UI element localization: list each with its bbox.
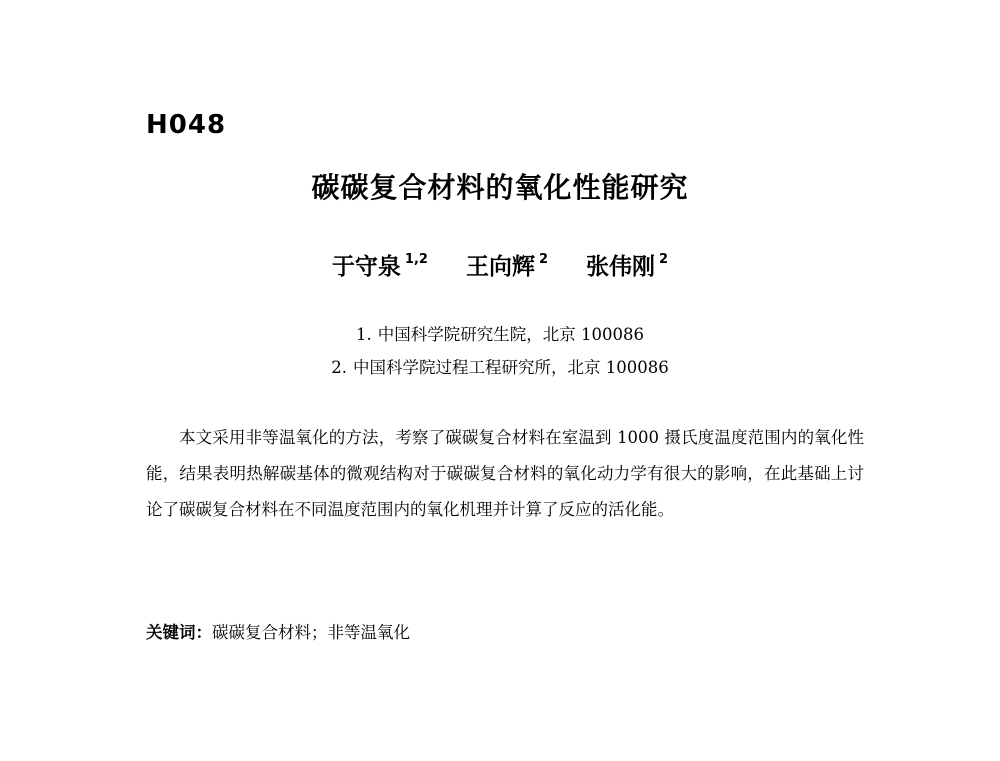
keywords-line [146,618,410,648]
paper-title: 碳碳复合材料的氧化性能研究 [311,171,689,204]
affiliation [0,351,1000,384]
affiliation-list [0,318,1000,384]
keywords-label: 关键词： [146,623,212,642]
affiliation-number: 2. [331,358,347,377]
author [466,243,548,284]
affiliation-number: 1. [356,325,372,344]
author-affiliation-mark: 2 [538,252,549,267]
author-list [0,243,1000,284]
affiliation-text: 中国科学院研究生院，北京 100086 [377,325,644,344]
author-affiliation-mark: 1,2 [404,252,428,267]
author [586,243,668,284]
author-affiliation-mark: 2 [659,252,669,267]
author [332,243,428,284]
author-name: 王向辉 [465,254,535,280]
abstract-paragraph: 本文采用非等温氧化的方法，考察了碳碳复合材料在室温到 1000 摄氏度温度范围内的氧化性能，结果表明热解碳基体的微观结构对于碳碳复合材料的氧化动力学有很大的影响，在此基础上讨论了碳碳复合材料在不同温度范围内的氧化机理并计算了反应的活化能。 [146,428,864,519]
paper-code: H048 [146,110,227,140]
affiliation [0,318,1000,351]
keywords-text: 碳碳复合材料；非等温氧化 [212,623,410,642]
author-name: 张伟刚 [586,254,656,280]
affiliation-text: 中国科学院过程工程研究所，北京 100086 [353,358,669,377]
author-name: 于守泉 [331,254,401,280]
